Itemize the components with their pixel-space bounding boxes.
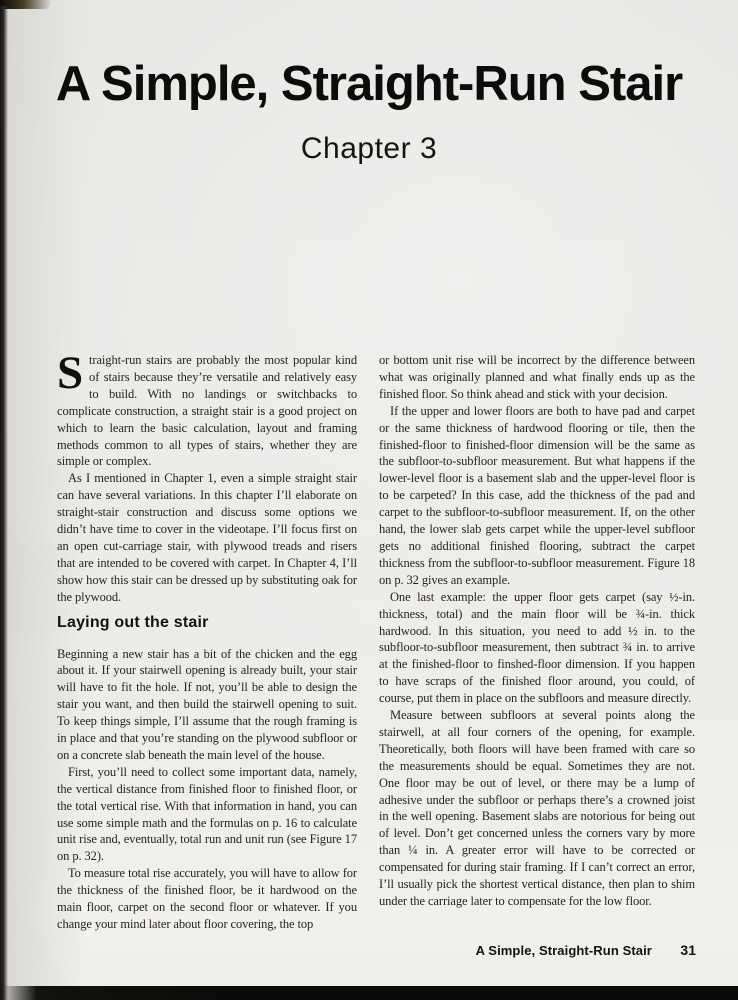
right-column <box>379 352 695 910</box>
page-footer <box>476 942 696 960</box>
paragraph: One last example: the upper floor gets carpet (say ½-in. thickness, total) and the main floor will be ¾-in. thick hardwood. In this situation, you need to add ½ in. to the subfloor-to-subfloor measurement, then subtract ¾ in. to arrive at the finished-floor to finshed-floor dimension. If you happen to have scraps of the finished floor around, you could, of course, put them in place on the subfloors and measure directly. <box>379 589 695 706</box>
footer-page-number: 31 <box>680 942 696 958</box>
chapter-label: Chapter 3 <box>300 132 438 165</box>
scan-left-edge-artifact <box>0 6 8 1000</box>
paragraph: To measure total rise accurately, you will have to allow for the thickness of the finished floor, be it hardwood on the main floor, carpet on the second floor or whatever. If you change your mind later about floor covering, the top <box>57 866 357 931</box>
paragraph: Beginning a new stair has a bit of the chicken and the egg about it. If your stairwell opening is already built, your stair will have to fit the hole. If not, you’ll be able to design the stair you want, and then build the stairwell opening to suit. To keep things simple, I’ll assume that the rough framing is in place and that you’re standing on the plywood subfloor or on a concrete slab beneath the main level of the house. <box>57 646 357 762</box>
drop-cap: S <box>57 347 84 399</box>
scan-bottom-edge-artifact <box>0 986 738 1000</box>
paragraph: or bottom unit rise will be incorrect by the difference between what was originally planned and what finally ends up as the finished floor. So think ahead and stick with your decision. <box>379 353 695 401</box>
paragraph: Measure between subfloors at several points along the stairwell, at all four corners of the opening, for example. Theoretically, both floors will have been framed with care so the measurements should be equal. Sometimes they are not. One floor may be out of level, or there may be a lump of adhesive under the subfloor or perhaps there’s a crowned joist in the well opening. Basement slabs are notorious for being out of level. Don’t get concerned unless the corners vary by more than ¼ in. A greater error will have to be corrected or compensated for during stair framing. If I can’t correct an error, I’ll usually pick the shortest vertical distance, then plan to shim under the carriage later to compensate for the low floor. <box>379 708 695 908</box>
footer-running-title: A Simple, Straight-Run Stair <box>475 943 652 958</box>
section-heading: Laying out the stair <box>57 613 209 631</box>
page-title: A Simple, Straight-Run Stair <box>55 57 683 111</box>
paragraph: If the upper and lower floors are both to have pad and carpet or the same thickness of hardwood flooring or tile, then the finished-floor to finished-floor dimension will be the same as the subfloor-to-subfloor measurement. But what happens if the lower-level floor is a basement slab and the upper-level floor is to be carpeted? In this case, add the thickness of the pad and carpet to the subfloor-to-subfloor measurement. If, on the other hand, the lower slab gets carpet while the upper-level subfloor gets no additional finished flooring, subtract the carpet thickness from the subfloor-to-subfloor measurement. Figure 18 on p. 32 gives an example. <box>379 403 695 587</box>
paragraph-text: traight-run stairs are probably the most popular kind of stairs because they’re versatile and relatively easy to build. With no landings or switchbacks to complicate construction, a straight stair is a good project on which to learn the basic calculation, layout and framing methods common to all types of stairs, whether they are simple or complex. <box>57 353 357 469</box>
paragraph: First, you’ll need to collect some important data, namely, the vertical distance from finished floor to finished floor, or the total vertical rise. With that information in hand, you can use some simple math and the formulas on p. 16 to calculate unit rise and, eventually, total run and unit run (see Figure 17 on p. 32). <box>57 764 357 864</box>
left-column <box>57 347 357 933</box>
paragraph: As I mentioned in Chapter 1, even a simple straight stair can have several variations. In this chapter I’ll elaborate on straight-stair construction and discuss some options we didn’t have time to cover in the videotape. I’ll focus first on an open cut-carriage stair, with plywood treads and risers that are intended to be covered with carpet. In Chapter 4, I’ll show how this stair can be dressed up by substituting oak for the plywood. <box>57 471 357 604</box>
paragraph-opening <box>57 347 357 470</box>
